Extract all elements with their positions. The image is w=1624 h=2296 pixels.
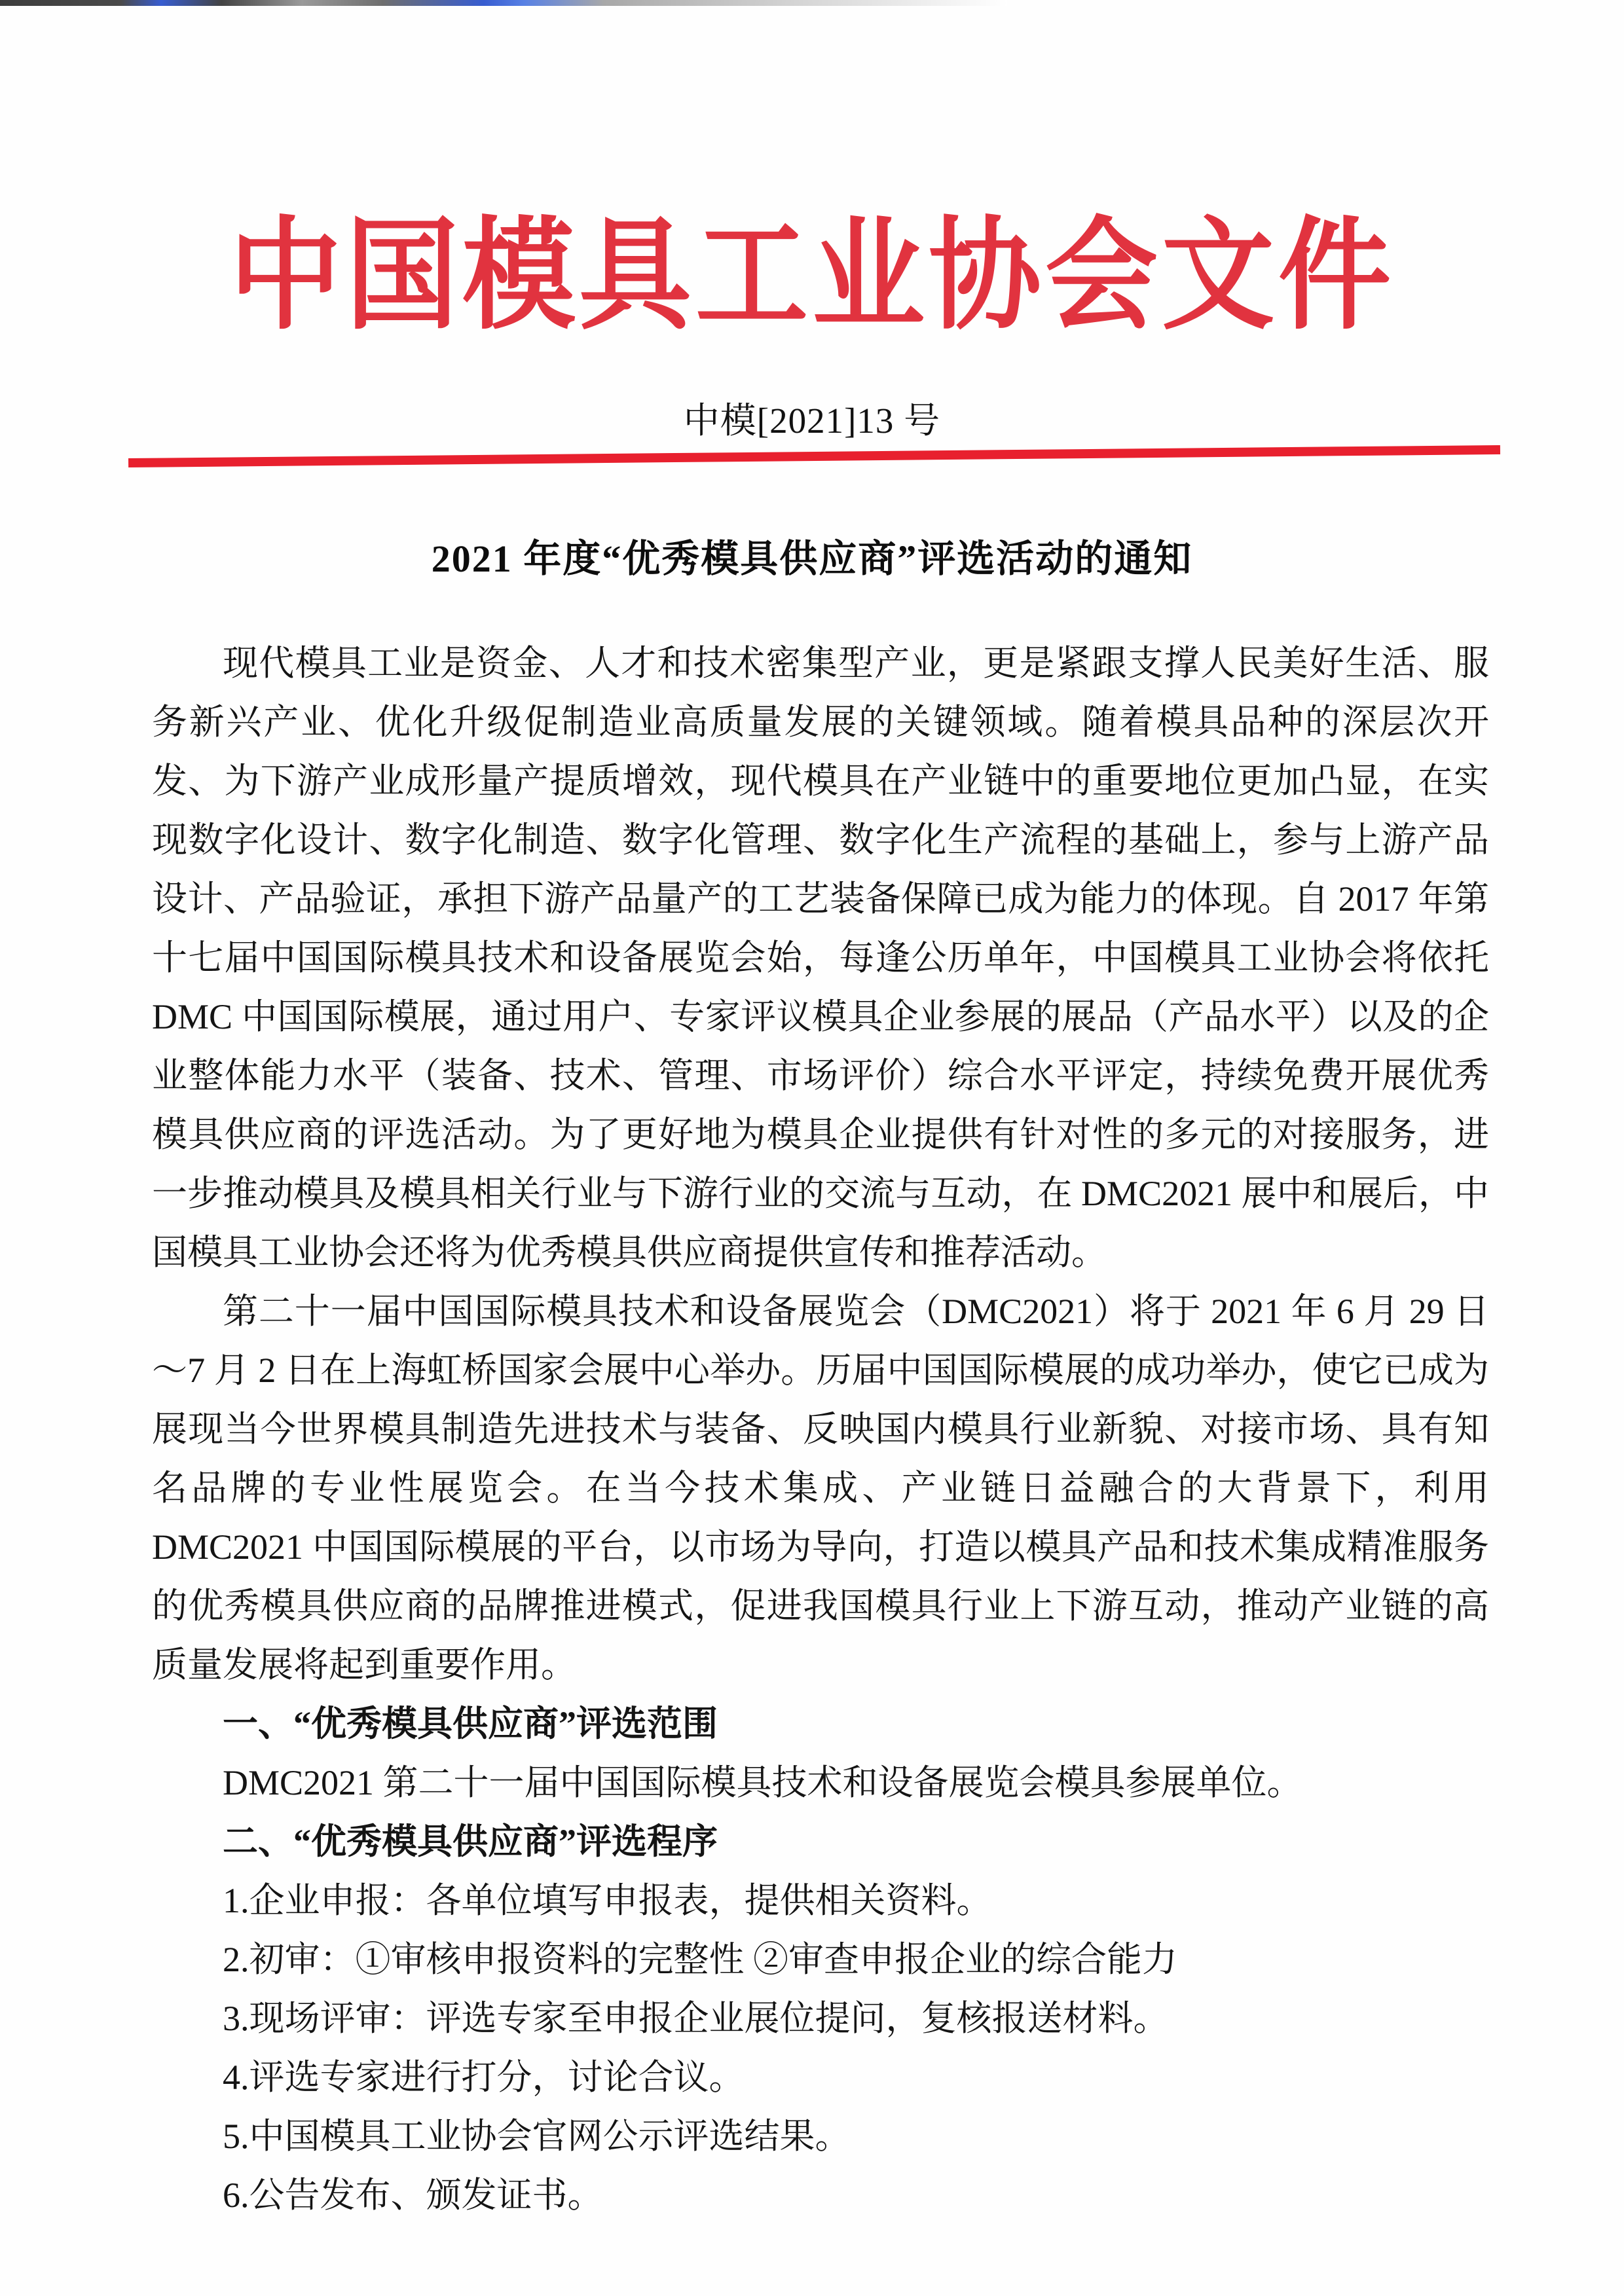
procedure-step-1: 1.企业申报：各单位填写申报表，提供相关资料。 xyxy=(223,1881,992,1920)
procedure-step-3: 3.现场评审：评选专家至申报企业展位提问，复核报送材料。 xyxy=(223,1999,1169,2038)
section-heading-procedure: 二、“优秀模具供应商”评选程序 xyxy=(223,1822,718,1861)
paragraph-intro: 现代模具工业是资金、人才和技术密集型产业，更是紧跟支撑人民美好生活、服务新兴产业、优化升级促制造业高质量发展的关键领域。随着模具品种的深层次开发、为下游产业成形量产提质增效，现代模具在产业链中的重要地位更加凸显，在实现数字化设计、数字化制造、数字化管理、数字化生产流程的基础上，参与上游产品设计、产品验证，承担下游产品量产的工艺装备保障已成为能力的体现。自 2017 年第十七届中国国际模具技术和设备展览会始，每逢公历单年，中国模具工业协会将依托 DMC 中国国际模展，通过用户、专家评议模具企业参展的展品（产品水平）以及的企业整体能力水平（装备、技术、管理、市场评价）综合水平评定，持续免费开展优秀模具供应商的评选活动。为了更好地为模具企业提供有针对性的多元的对接服务，进一步推动模具及模具相关行业与下游行业的交流与互动，在 DMC2021 展中和展后，中国模具工业协会还将为优秀模具供应商提供宣传和推荐活动。 xyxy=(152,644,1489,1272)
paragraph-exhibition: 第二十一届中国国际模具技术和设备展览会（DMC2021）将于 2021 年 6 月 29 日～7 月 2 日在上海虹桥国家会展中心举办。历届中国国际模展的成功举办，使它已成为展现当今世界模具制造先进技术与装备、反映国内模具行业新貌、对接市场、具有知名品牌的专业性展览会。在当今技术集成、产业链日益融合的大背景下，利用 DMC2021 中国国际模展的平台，以市场为导向，打造以模具产品和技术集成精准服务的优秀模具供应商的品牌推进模式，促进我国模具行业上下游互动，推动产业链的高质量发展将起到重要作用。 xyxy=(152,1292,1489,1685)
document-number: 中模[2021]13 号 xyxy=(683,401,941,441)
procedure-step-6: 6.公告发布、颁发证书。 xyxy=(223,2176,603,2215)
section-scope-content: DMC2021 第二十一届中国国际模具技术和设备展览会模具参展单位。 xyxy=(223,1763,1302,1802)
procedure-step-2: 2.初审：①审核申报资料的完整性 ②审查申报企业的综合能力 xyxy=(223,1940,1177,1979)
procedure-step-4: 4.评选专家进行打分，讨论合议。 xyxy=(223,2058,745,2097)
section-heading-scope: 一、“优秀模具供应商”评选范围 xyxy=(223,1704,718,1743)
procedure-step-5: 5.中国模具工业协会官网公示评选结果。 xyxy=(223,2117,851,2156)
letterhead-rule xyxy=(128,445,1500,467)
letterhead-title: 中国模具工业协会文件 xyxy=(229,210,1395,344)
document-title: 2021 年度“优秀模具供应商”评选活动的通知 xyxy=(431,538,1193,580)
document-body xyxy=(152,634,1489,2225)
scan-edge-artifact xyxy=(0,0,1007,6)
